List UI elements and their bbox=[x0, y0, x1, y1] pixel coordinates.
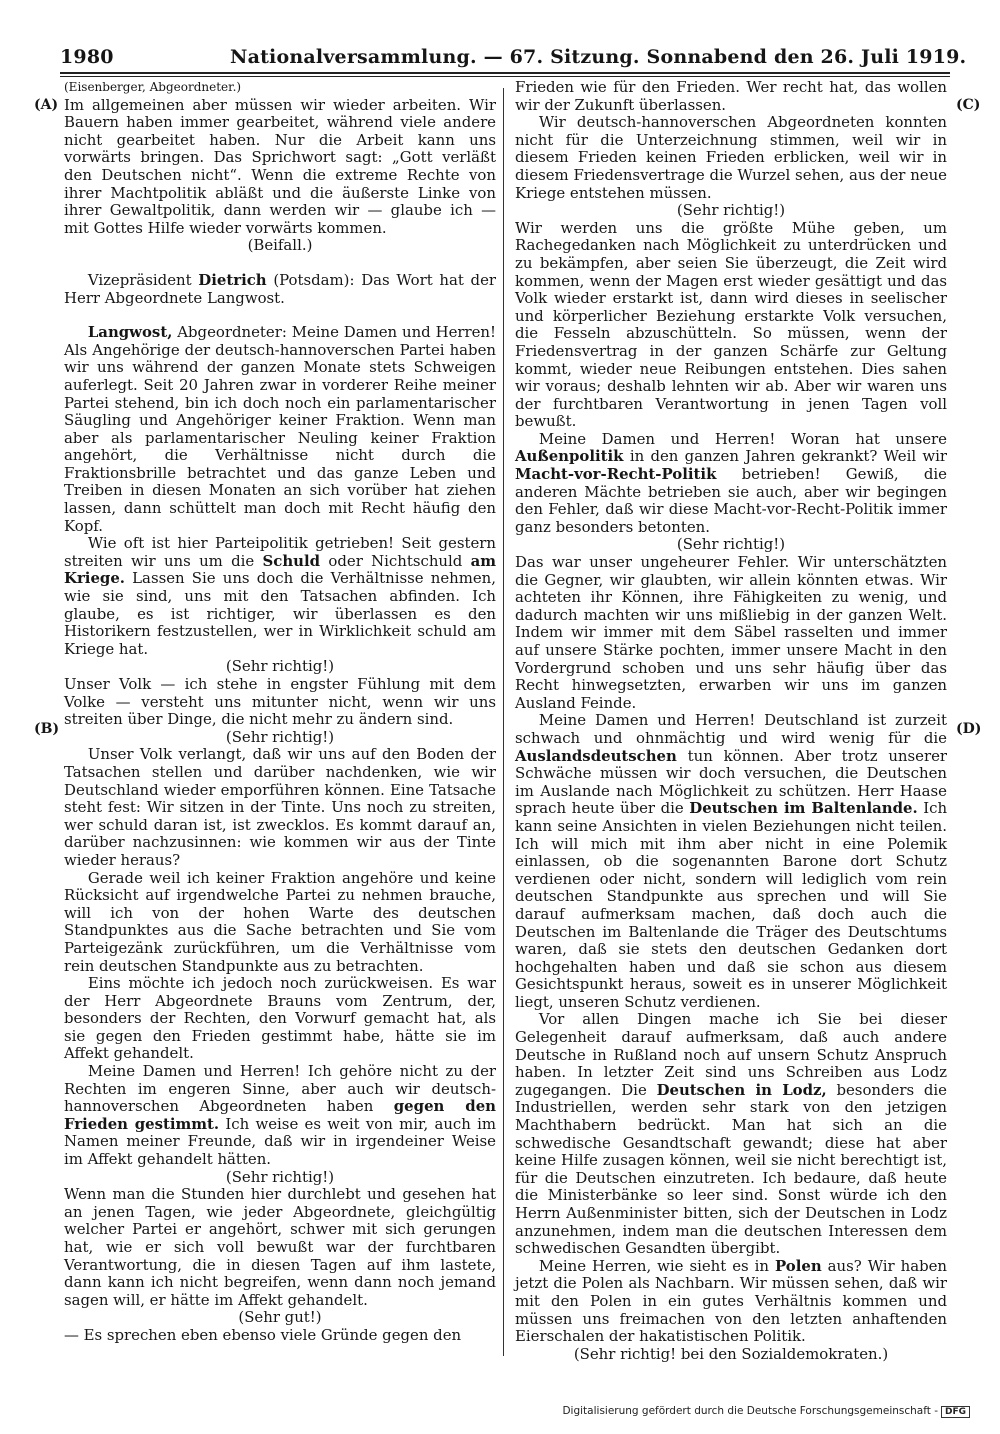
dfg-logo: DFG bbox=[941, 1406, 970, 1418]
reaction: (Sehr richtig!) bbox=[225, 727, 335, 746]
paragraph: Meine Damen und Herren! Woran hat unsere Außenpolitik in den ganzen Jahren gekrankt? Weil wir Macht-vor-Recht-Politik betrieben! Gewiß, die anderen Mächte betrieben sie auch, aber wir begingen den Fehler, daß wir diese Macht-vor-Recht-Politik immer ganz besonders betonten. bbox=[515, 429, 948, 536]
paragraph: Gerade weil ich keiner Fraktion angehöre und keine Rücksicht auf irgendwelche Partei zu nehmen brauche, will ich von der hohen Warte des deutschen Standpunktes aus die Sache betrachten und Sie vom Parteigezänk zurückführen, um die Verhältnisse vom rein deutschen Standpunkte aus zu betrachten. bbox=[64, 868, 496, 975]
paragraph: Unser Volk verlangt, daß wir uns auf den Boden der Tatsachen stellen und darüber nachdenken, wie wir Deutschland wieder emporführen können. Eine Tatsache steht fest: Wir sitzen in der Tinte. Uns noch zu streiten, wer schuld daran ist, ist zwecklos. Es kommt darauf an, darüber nachzusinnen: wie kommen wir aus der Tinte wieder heraus? bbox=[64, 745, 496, 869]
paragraph: Meine Damen und Herren! Deutschland ist zurzeit schwach und ohnmächtig und wird wenig für die Auslandsdeutschen tun können. Aber trotz unserer Schwäche müssen wir doch versuchen, die Deutschen im Auslande nach Möglichkeit zu schützen. Herr Haase sprach heute über die Deutschen im Baltenlande. Ich kann seine Ansichten in vielen Beziehungen nicht teilen. Ich will mich mit ihm aber nicht in eine Polemik einlassen, ob die sogenannten Barone dort Schutz verdienen oder nicht, sondern will lediglich vom rein deutschen Standpunkte aus sprechen und will Sie darauf aufmerksam machen, daß doch auch die Deutschen im Baltenlande die Träger des Deutschtums waren, daß sie stets den deutschen Gedanken dort hochgehalten haben und daß sie schon aus diesem Gesichtspunkt heraus, soweit es in unserer Möglichkeit liegt, unseren Schutz verdienen. bbox=[515, 711, 948, 1011]
paragraph: Im allgemeinen aber müssen wir wieder arbeiten. Wir Bauern haben immer gearbeitet, während viele andere nicht gearbeitet haben. Nur die Arbeit kann uns vorwärts bringen. Das Sprichwort sagt: „Gott verläßt den Deutschen nicht“. Wenn die extreme Rechte von ihrer Machtpolitik abläßt und die äußerste Linke von ihrer Gewaltpolitik, dann werden wir — glaube ich — mit Gottes Hilfe wieder vorwärts kommen. bbox=[64, 95, 496, 237]
digitization-credit: Digitalisierung gefördert durch die Deutsche Forschungsgemeinschaft - DFG bbox=[562, 1405, 970, 1418]
paragraph: Frieden wie für den Frieden. Wer recht hat, das wollen wir der Zukunft überlassen. bbox=[515, 78, 947, 114]
margin-marker-d: (D) bbox=[956, 721, 982, 737]
paragraph-speech-start: Langwost, Abgeordneter: Meine Damen und Herren! Als Angehörige der deutsch-hannoverschen Partei haben wir uns während der ganzen Monate stets Schweigen auferlegt. Seit 20 Jahren zwar in vorderer Reihe meiner Partei stehend, bin ich doch noch ein parlamentarischer Säugling und Angehöriger keiner Fraktion. Wenn man aber als parlamentarischer Neuling keiner Fraktion angehört, die Verhältnisse nicht durch die Fraktionsbrille betrachtet und das ganze Leben und Treiben in diesen Monaten an sich vorüber hat ziehen lassen, dann schüttelt man doch mit Recht häufig den Kopf. bbox=[64, 323, 496, 535]
paragraph: Meine Damen und Herren! Ich gehöre nicht zu der Rechten im engeren Sinne, aber auch wir deutsch-hannoverschen Abgeordneten haben gegen den Frieden gestimmt. Ich weise es weit von mir, auch im Namen meiner Freunde, daß wir in irgendeiner Weise im Affekt gehandelt hätten. bbox=[64, 1062, 497, 1169]
margin-marker-b: (B) bbox=[34, 721, 60, 737]
page-number: 1980 bbox=[60, 46, 114, 68]
paragraph: — Es sprechen eben ebenso viele Gründe gegen den bbox=[64, 1325, 462, 1344]
paragraph-vizepraesident: Vizepräsident Dietrich (Potsdam): Das Wort hat der Herr Abgeordnete Langwost. bbox=[64, 270, 497, 307]
paragraph: Vor allen Dingen mache ich Sie bei dieser Gelegenheit darauf aufmerksam, daß auch andere Deutsche in Rußland noch auf unsern Schutz Anspruch haben. In letzter Zeit sind uns Schreiben aus Lodz zugegangen. Die Deutschen in Lodz, besonders die Industriellen, werden sehr stark von den jetzigen Machthabern bedrückt. Man hat sich an die schwedische Gesandtschaft gewandt; diese hat aber keine Hilfe zusagen können, weil sie nicht berechtigt ist, für die Deutschen einzutreten. Ich bedaure, daß heute die Ministerbänke so leer sind. Sonst würde ich den Herrn Außenminister bitten, sich der Deutschen in Lodz anzunehmen, indem man die deutschen Interessen dem schwedischen Gesandten übergibt. bbox=[515, 1010, 947, 1258]
reaction: (Sehr richtig!) bbox=[225, 1167, 335, 1186]
margin-marker-c: (C) bbox=[956, 97, 981, 113]
left-column bbox=[64, 79, 496, 1345]
paragraph: Das war unser ungeheurer Fehler. Wir unterschätzten die Gegner, wir glaubten, wir allein könnten etwas. Wir achteten ihr Können, ihre Fähigkeiten zu wenig, und dadurch machten wir uns mißliebig in der ganzen Welt. Indem wir immer mit dem Säbel rasselten und immer auf unsere Stärke pochten, immer unsere Macht in den Vordergrund schoben und uns sehr häufig über das Recht hinwegsetzten, erwarben wir uns im ganzen Ausland Feinde. bbox=[515, 553, 947, 712]
paragraph: Wie oft ist hier Parteipolitik getrieben! Seit gestern streiten wir uns um die Schuld oder Nichtschuld am Kriege. Lassen Sie uns doch die Verhältnisse nehmen, wie sie sind, uns mit den Tatsachen abfinden. Ich glaube, es ist richtiger, wir überlassen es den Historikern festzustellen, wer in Wirklichkeit schuld am Kriege hat. bbox=[64, 534, 497, 658]
speaker-name: Langwost, bbox=[87, 323, 173, 342]
speaker-name: Dietrich bbox=[198, 270, 267, 289]
paragraph: Wenn man die Stunden hier durchlebt und gesehen hat an jenen Tagen, wie jeder Abgeordnete, gleichgültig welcher Partei er angehört, schwer mit sich gerungen hat, wie er sich voll bewußt war der furchtbaren Verantwortung, die in diesen Tagen auf ihm lastete, dann kann ich nicht begreifen, wenn dann noch jemand sagen will, er hätte im Affekt gehandelt. bbox=[64, 1185, 496, 1309]
paragraph: Wir deutsch-hannoverschen Abgeordneten konnten nicht für die Unterzeichnung stimmen, weil wir in diesem Frieden keinen Frieden erblicken, weil wir in diesem Friedensvertrage die Wurzel sehen, aus der neue Kriege entstehen müssen. bbox=[515, 113, 947, 202]
reaction: (Beifall.) bbox=[247, 236, 313, 255]
right-column bbox=[515, 79, 947, 1363]
paragraph: Eins möchte ich jedoch noch zurückweisen. Es war der Herr Abgeordnete Brauns vom Zentrum, der, besonders der Rechten, den Vorwurf gemacht hat, als sie gegen den Frieden gestimmt habe, hätte sie im Affekt gehandelt. bbox=[64, 974, 496, 1063]
reaction: (Sehr gut!) bbox=[238, 1308, 322, 1327]
margin-marker-a: (A) bbox=[34, 97, 59, 113]
paragraph: Meine Herren, wie sieht es in Polen aus? Wir haben jetzt die Polen als Nachbarn. Wir müssen sehen, daß wir mit den Polen in ein gutes Verhältnis kommen und müssen uns freimachen von den letzten anhaftenden Eierschalen der hakatistischen Politik. bbox=[515, 1256, 948, 1346]
reaction: (Sehr richtig! bei den Sozialdemokraten.) bbox=[573, 1344, 889, 1363]
reaction: (Sehr richtig!) bbox=[225, 657, 335, 676]
paragraph: Unser Volk — ich stehe in engster Fühlung mit dem Volke — versteht uns mitunter nicht, wenn wir uns streiten über Dinge, die nicht mehr zu ändern sind. bbox=[64, 675, 496, 729]
page-header bbox=[60, 46, 967, 72]
reaction: (Sehr richtig!) bbox=[676, 535, 786, 554]
header-rule-thin bbox=[60, 76, 950, 77]
reaction: (Sehr richtig!) bbox=[676, 201, 786, 220]
speaker-tag: (Eisenberger, Abgeordneter.) bbox=[64, 80, 242, 94]
paragraph: Wir werden uns die größte Mühe geben, um Rachegedanken nach Möglichkeit zu unterdrücken und zu bekämpfen, aber seien Sie überzeugt, die Zeit wird kommen, wenn der Magen erst wieder gesättigt und das Volk wieder erstarkt ist, dann wird dieses in seelischer und körperlicher Beziehung erstarkte Volk versuchen, die Fesseln abzuschütteln. So müssen, wenn der Friedensvertrag in der ganzen Schärfe zur Geltung kommt, wieder neue Reibungen entstehen. Dies sahen wir voraus; deshalb lehnten wir ab. Aber wir waren uns der furchtbaren Verantwortung in jenen Tagen voll bewußt. bbox=[515, 218, 947, 431]
column-divider bbox=[503, 88, 504, 1356]
header-rule bbox=[60, 72, 950, 74]
running-title: Nationalversammlung. — 67. Sitzung. Sonnabend den 26. Juli 1919. bbox=[230, 46, 967, 68]
